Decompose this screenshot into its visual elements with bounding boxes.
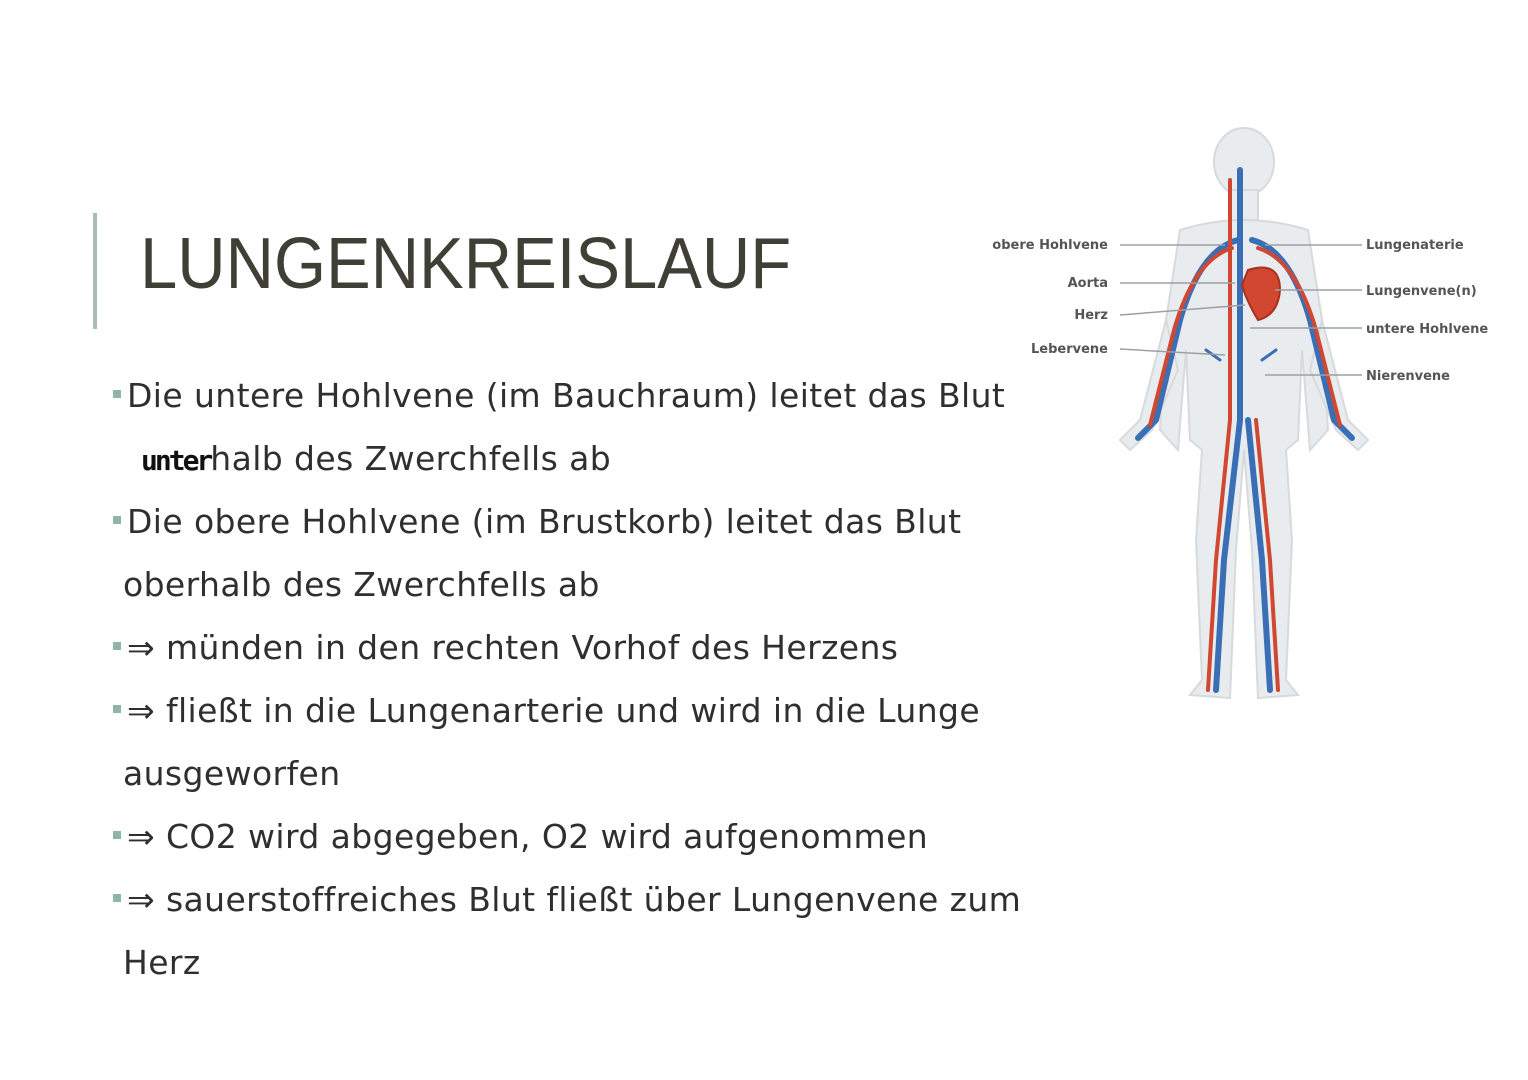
bullet-icon: [113, 390, 121, 398]
bullet-line-1: Die untere Hohlvene (im Bauchraum) leitet das Blut: [113, 368, 1073, 431]
label-lungenaterie: Lungenaterie: [1366, 238, 1464, 253]
left-labels: [992, 238, 1108, 357]
bullet-icon: [113, 831, 121, 839]
content-text: [113, 368, 1073, 998]
continuation-line-4: Herz: [123, 943, 201, 982]
title-accent-bar: [93, 213, 97, 329]
continuation-line-2: oberhalb des Zwerchfells ab: [123, 565, 600, 604]
bullet-line-5: ⇒ CO2 wird abgegeben, O2 wird aufgenommen: [113, 809, 1073, 872]
continuation-line-1: unterhalb des Zwerchfells ab: [141, 439, 612, 478]
bullet-icon: [113, 642, 121, 650]
page-title: LUNGENKREISLAUF: [140, 224, 792, 304]
label-herz: Herz: [1074, 308, 1108, 323]
bullet-line-6: ⇒ sauerstoffreiches Blut fließt über Lungenvene zum: [113, 872, 1073, 935]
label-nierenvene: Nierenvene: [1366, 369, 1450, 384]
bullet-icon: [113, 705, 121, 713]
bullet-line-2: Die obere Hohlvene (im Brustkorb) leitet das Blut: [113, 494, 1073, 557]
label-aorta: Aorta: [1067, 276, 1108, 291]
continuation-line-3: ausgeworfen: [123, 754, 341, 793]
bullet-line-3: ⇒ münden in den rechten Vorhof des Herzens: [113, 620, 1073, 683]
label-lungenvenen: Lungenvene(n): [1366, 284, 1477, 299]
handwritten-word: unter: [141, 444, 211, 477]
bullet-icon: [113, 516, 121, 524]
circulatory-system-diagram: [980, 120, 1500, 720]
bullet-icon: [113, 894, 121, 902]
label-untere-hohlvene: untere Hohlvene: [1366, 322, 1489, 337]
label-lebervene: Lebervene: [1031, 342, 1108, 357]
label-obere-hohlvene: obere Hohlvene: [992, 238, 1108, 253]
right-labels: [1366, 238, 1488, 384]
bullet-line-4: ⇒ fließt in die Lungenarterie und wird in die Lunge: [113, 683, 1073, 746]
